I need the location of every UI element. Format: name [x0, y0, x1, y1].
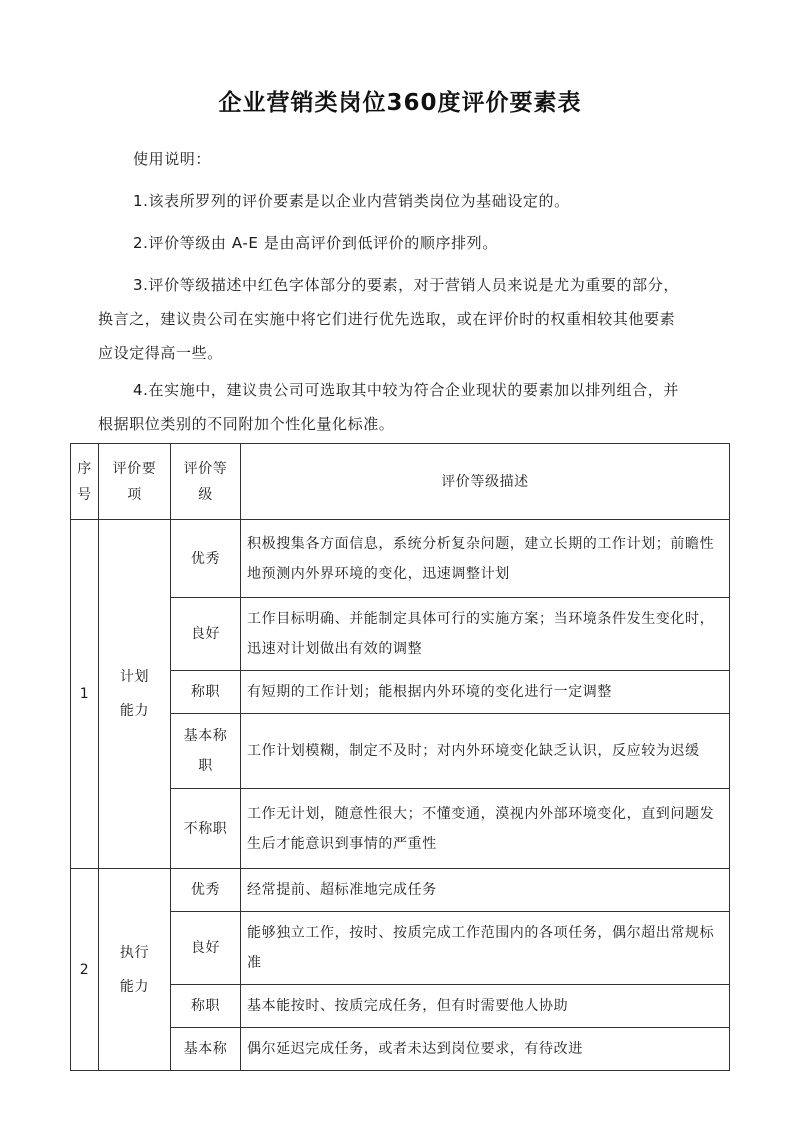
evaluation-table: [70, 443, 730, 1071]
header-level-line: 级: [198, 486, 213, 503]
usage-item-4-line: 4.在实施中，建议贵公司可选取其中较为符合企业现状的要素加以排列组合，并: [133, 381, 679, 399]
level-cell: [171, 714, 241, 789]
header-level-line: 评价等: [183, 460, 228, 477]
level-cell: 基本称: [171, 1028, 241, 1071]
header-item-line: 评价要: [112, 460, 157, 477]
level-cell-line: 职: [198, 758, 213, 774]
header-item: [99, 444, 171, 520]
level-cell: 不称职: [171, 789, 241, 869]
description-cell: 偶尔延迟完成任务，或者未达到岗位要求，有待改进: [241, 1028, 730, 1071]
row-number: 2: [71, 869, 99, 1071]
evaluation-item-line: 能力: [119, 978, 150, 995]
evaluation-item-line: 计划: [119, 669, 150, 685]
header-no-line: 号: [77, 486, 92, 503]
table-row: [71, 869, 730, 912]
usage-item-4-line: 根据职位类别的不同附加个性化量化标准。: [98, 415, 395, 433]
table-header-row: [71, 444, 730, 520]
description-cell: 经常提前、超标准地完成任务: [241, 869, 730, 912]
page-title: 企业营销类岗位360度评价要素表: [218, 90, 582, 116]
evaluation-item-line: 执行: [119, 944, 150, 961]
evaluation-item: [99, 520, 171, 869]
description-cell: 工作计划模糊，制定不及时；对内外环境变化缺乏认识，反应较为迟缓: [241, 714, 730, 789]
usage-heading: 使用说明：: [133, 150, 212, 168]
header-no-line: 序: [77, 460, 92, 477]
header-desc: 评价等级描述: [241, 444, 730, 520]
level-cell: 优秀: [171, 869, 241, 912]
usage-item-3-line: 3.评价等级描述中红色字体部分的要素，对于营销人员来说是尤为重要的部分，: [133, 276, 679, 294]
usage-item-3-line: 换言之，建议贵公司在实施中将它们进行优先选取，或在评价时的权重相较其他要素: [98, 310, 676, 328]
description-cell: 基本能按时、按质完成任务，但有时需要他人协助: [241, 985, 730, 1028]
description-cell: 工作目标明确、并能制定具体可行的实施方案；当环境条件发生变化时，迅速对计划做出有效的调整: [241, 598, 730, 671]
header-no: [71, 444, 99, 520]
usage-item-3-line: 应设定得高一些。: [98, 344, 223, 362]
evaluation-item-line: 能力: [119, 703, 150, 719]
description-cell: 工作无计划，随意性很大；不懂变通，漠视内外部环境变化，直到问题发生后才能意识到事情的严重性: [241, 789, 730, 869]
level-cell: 良好: [171, 912, 241, 985]
row-number: 1: [71, 520, 99, 869]
usage-item-1: 1.该表所罗列的评价要素是以企业内营销类岗位为基础设定的。: [133, 192, 570, 210]
description-cell: 能够独立工作，按时、按质完成工作范围内的各项任务，偶尔超出常规标准: [241, 912, 730, 985]
level-cell: 优秀: [171, 520, 241, 598]
usage-item-3: [98, 268, 800, 370]
table-row: [71, 520, 730, 598]
description-cell: 有短期的工作计划；能根据内外环境的变化进行一定调整: [241, 671, 730, 714]
level-cell: 称职: [171, 985, 241, 1028]
evaluation-item: [99, 869, 171, 1071]
header-level: [171, 444, 241, 520]
usage-item-4: [98, 373, 800, 441]
description-cell: 积极搜集各方面信息，系统分析复杂问题，建立长期的工作计划；前瞻性地预测内外界环境的变化，迅速调整计划: [241, 520, 730, 598]
level-cell-line: 基本称: [183, 728, 228, 744]
level-cell: 良好: [171, 598, 241, 671]
usage-item-2: 2.评价等级由 A-E 是由高评价到低评价的顺序排列。: [133, 234, 498, 252]
header-item-line: 项: [127, 486, 142, 503]
level-cell: 称职: [171, 671, 241, 714]
